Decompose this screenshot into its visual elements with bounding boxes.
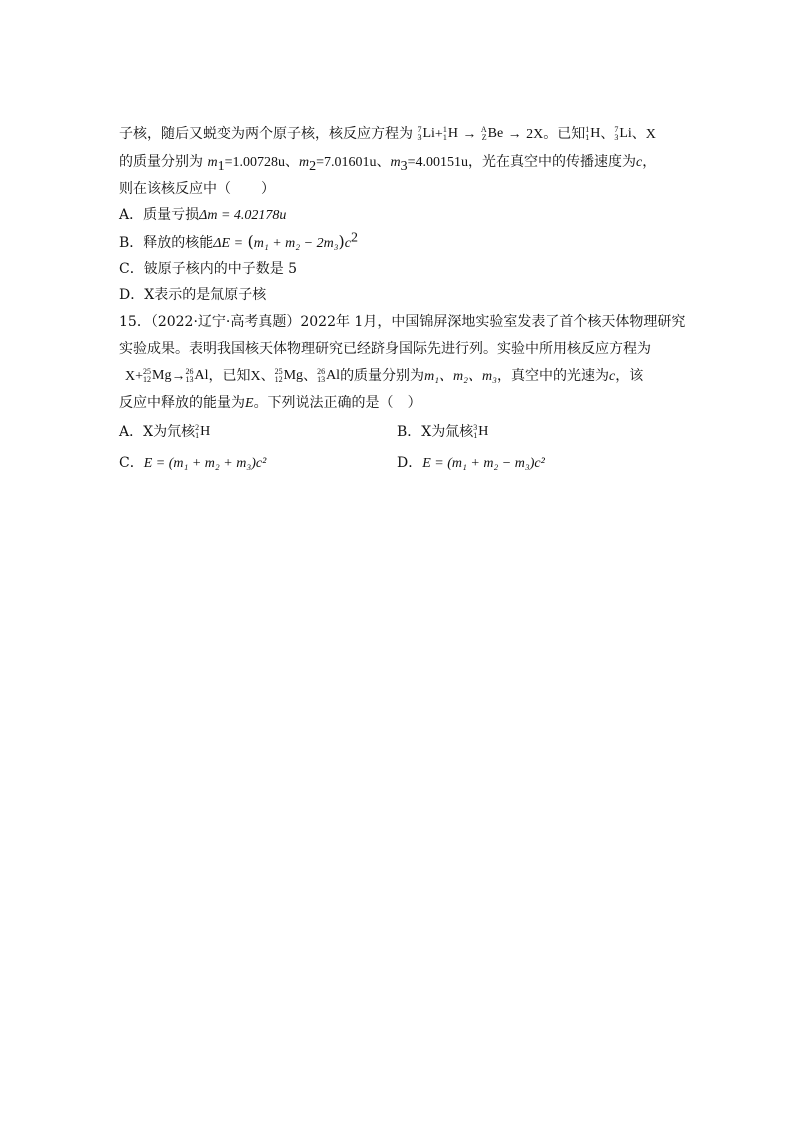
text: 。下列说法正确的是（ (253, 395, 394, 411)
option-formula: E = (m₁ + m₂ − m₃)c² (422, 456, 545, 471)
q15-line1 (119, 312, 686, 332)
text: 15．（2022·辽宁·高考真题）2022年 1月，中国锦屏深地实验室发表了首个核天体物理研究 (119, 314, 686, 330)
nuclide-h3: 3 1 H (473, 423, 489, 440)
q15-line2 (119, 339, 679, 359)
q15-option-d (397, 453, 545, 474)
text: ，已知 (208, 368, 251, 384)
q14-option-a (119, 205, 679, 226)
option-text: A．X为氘核 (119, 424, 196, 440)
symbol-c: c (609, 369, 616, 384)
nuclide-mg: 25 12 Mg (274, 367, 304, 384)
text: 、 (631, 126, 646, 142)
option-formula: E = (m₁ + m₂ + m₃)c² (143, 456, 267, 471)
mass-m3: m (390, 155, 401, 170)
nuclide-al: 26 13 Al (317, 367, 341, 384)
nuclide-li: 7 3 Li (417, 125, 435, 142)
text: 的质量分别为 (119, 154, 203, 170)
nuclide-li: 7 3 Li (614, 125, 632, 142)
arrow: → (507, 127, 522, 142)
masses: m₁、m₂、m₃ (424, 369, 497, 384)
option-text: C．铍原子核内的中子数是 5 (119, 261, 298, 277)
nuclide-h: 1 1 H (442, 125, 458, 142)
q15-line3: X+ 25 12 Mg → 26 13 Al ，已知X、 25 12 Mg 、 26 13 Al 的质量分别为m₁、m₂、m₃，真空中的光速为c，该 (125, 367, 644, 384)
arrow: → (462, 127, 477, 142)
mass-m3-value: =4.00151u (407, 155, 469, 170)
q14-option-b: B．释放的核能$\Delta E = (m_1 + m_2 - 2m_3)c^2$ (119, 230, 359, 251)
nuclide-h2: 2 1 H (195, 423, 211, 440)
arrow: → (171, 369, 186, 384)
text: ） (261, 181, 275, 197)
q14-line1 (119, 124, 679, 145)
mass-m1: m (207, 155, 218, 170)
text: 则在该核反应中（ (119, 181, 231, 197)
symbol-x: X (645, 127, 656, 142)
option-text: D．X表示的是氚原子核 (119, 287, 267, 303)
nuclide-al: 26 13 Al (185, 367, 209, 384)
option-label: B．释放的核能 (119, 235, 214, 251)
q14-line2: 的质量分别为 $m_1=1.00728u$、$m_2=7.01601u$、$m_3=4.00151u$，光在真空中的传播速度为c， (119, 154, 657, 174)
option-formula: m₁ + m₂ − 2m₃ (253, 236, 339, 251)
symbol-e: E (245, 396, 254, 411)
q15-option-a (119, 422, 379, 442)
text: 的质量分别为 (340, 368, 425, 384)
text: 子核，随后又蜕变为两个原子核，核反应方程为 (119, 126, 413, 142)
option-label: D． (397, 455, 423, 471)
text: ，光在真空中的传播速度为 (468, 154, 637, 170)
nuclide-h: 1 1 H (585, 125, 601, 142)
q15-option-b (397, 422, 488, 442)
text: 、 (600, 126, 615, 142)
option-label: C． (119, 455, 144, 471)
option-formula: ΔE = (213, 236, 244, 251)
option-text: B．X为氚核 (397, 424, 474, 440)
nuclide-mg: 25 12 Mg (143, 367, 172, 384)
q15-option-c (119, 453, 379, 474)
q15-line4 (119, 393, 679, 414)
text: 反应中释放的能量为 (119, 395, 245, 411)
nuclide-be: A Z Be (480, 125, 504, 142)
text: ，真空中的光速为 (497, 368, 609, 384)
text: ，该 (615, 368, 644, 384)
option-formula: Δm = 4.02178u (199, 208, 287, 223)
text: 。已知 (543, 126, 586, 142)
option-label: A．质量亏损 (119, 207, 200, 223)
symbol-c: c (636, 155, 643, 170)
mass-m2-value: =7.01601u (316, 155, 377, 170)
plus: + (434, 127, 443, 142)
text: 实验成果。表明我国核天体物理研究已经跻身国际先进行列。实验中所用核反应方程为 (119, 341, 651, 357)
text: ） (407, 395, 422, 411)
symbol-x: X (250, 369, 261, 384)
mass-m2: m (298, 155, 310, 170)
product: 2X (526, 127, 544, 142)
mass-m1-value: =1.00728u (224, 155, 285, 170)
symbol-x: X (125, 369, 136, 384)
q14-option-c (119, 259, 679, 279)
q14-line3 (119, 179, 679, 199)
q14-option-d (119, 285, 679, 305)
